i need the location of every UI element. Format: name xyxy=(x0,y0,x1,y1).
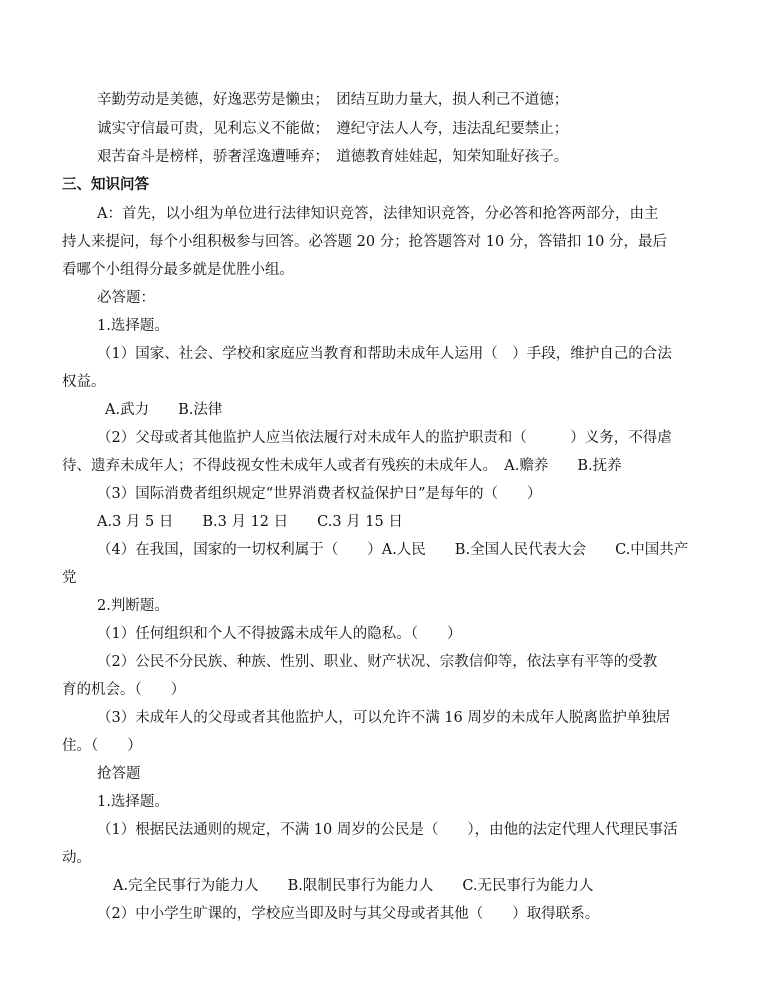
question-line: （2）中小学生旷课的，学校应当即及时与其父母或者其他（ ）取得联系。 xyxy=(97,906,600,922)
question-line: 育的机会。（ ） xyxy=(62,682,186,698)
question-line: （1）任何组织和个人不得披露未成年人的隐私。（ ） xyxy=(97,626,462,642)
question-line: （2）父母或者其他监护人应当依法履行对未成年人的监护职责和（ ）义务，不得虐 xyxy=(97,430,672,446)
question-type-label: 1.选择题。 xyxy=(97,794,169,810)
question-line: 动。 xyxy=(62,850,91,866)
question-line: （3）未成年人的父母或者其他监护人，可以允许不满 16 周岁的未成年人脱离监护单独居 xyxy=(97,710,671,726)
question-line: （1）国家、社会、学校和家庭应当教育和帮助未成年人运用（ ）手段，维护自己的合法 xyxy=(97,346,672,362)
question-line: 权益。 xyxy=(62,374,106,390)
question-line: 待、遗弃未成年人；不得歧视女性未成年人或者有残疾的未成年人。 A.赡养 B.抚养 xyxy=(62,458,622,474)
answer-options: A.3 月 5 日 B.3 月 12 日 C.3 月 15 日 xyxy=(97,514,403,530)
answer-options: A.武力 B.法律 xyxy=(105,402,223,418)
text-line: 艰苦奋斗是榜样，骄奢淫逸遭唾弃； 道德教育娃娃起，知荣知耻好孩子。 xyxy=(97,149,569,165)
answer-options: A.完全民事行为能力人 B.限制民事行为能力人 C.无民事行为能力人 xyxy=(113,878,594,894)
text-line: 诚实守信最可贵，见利忘义不能做； 遵纪守法人人夸，违法乱纪要禁止； xyxy=(97,121,569,137)
question-line: 住。（ ） xyxy=(62,738,142,754)
question-type-label: 1.选择题。 xyxy=(97,318,169,334)
text-line: 持人来提问，每个小组积极参与回答。必答题 20 分；抢答题答对 10 分，答错扣 10 分，最后 xyxy=(62,234,668,250)
question-type-label: 2.判断题。 xyxy=(97,598,169,614)
text-line: 看哪个小组得分最多就是优胜小组。 xyxy=(62,262,294,278)
question-line: （3）国际消费者组织规定“世界消费者权益保护日”是每年的（ ） xyxy=(97,486,542,502)
subheading: 抢答题 xyxy=(97,766,141,782)
section-heading: 三、知识问答 xyxy=(62,176,149,193)
subheading: 必答题： xyxy=(97,290,155,306)
text-line: 辛勤劳动是美德，好逸恶劳是懒虫； 团结互助力量大，损人利己不道德； xyxy=(97,92,569,108)
question-line: （1）根据民法通则的规定，不满 10 周岁的公民是（ ），由他的法定代理人代理民事活 xyxy=(97,822,678,838)
text-line: A：首先，以小组为单位进行法律知识竞答，法律知识竞答，分必答和抢答两部分，由主 xyxy=(97,206,659,222)
question-line: （4）在我国，国家的一切权利属于（ ）A.人民 B.全国人民代表大会 C.中国共产 xyxy=(97,542,689,558)
question-line: （2）公民不分民族、种族、性别、职业、财产状况、宗教信仰等，依法享有平等的受教 xyxy=(97,654,658,670)
question-line: 党 xyxy=(62,570,77,586)
